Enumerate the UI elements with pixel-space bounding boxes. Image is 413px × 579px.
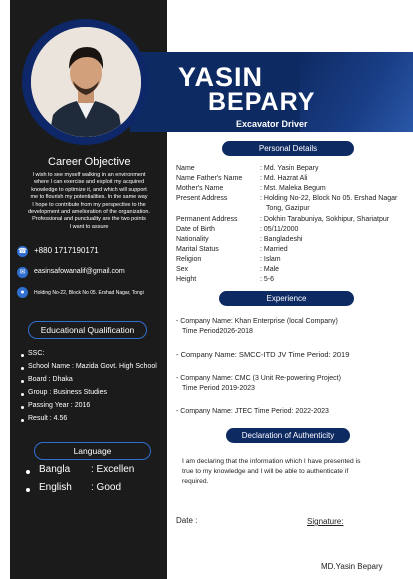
detail-value: : Bangladeshi xyxy=(260,236,303,243)
education-heading: Educational Qualification xyxy=(28,321,147,339)
detail-value: : Married xyxy=(260,246,288,253)
experience-item: - Company Name: CMC (3 Unit Re-powering Project) xyxy=(176,375,341,382)
job-title: Excavator Driver xyxy=(236,119,308,129)
bullet xyxy=(21,367,24,370)
career-line: where I can exercise and exploit my acquired xyxy=(33,179,145,186)
career-objective-heading: Career Objective xyxy=(48,156,131,168)
experience-period: Time Period2026-2018 xyxy=(182,328,253,335)
location-pin-icon: ● xyxy=(17,287,28,298)
detail-value: : Md. Yasin Bepary xyxy=(260,165,319,172)
experience-item: - Company Name: SMCC-ITD JV Time Period: 2019 xyxy=(176,350,350,359)
detail-value: Tong, Gazipur xyxy=(266,205,310,212)
detail-label: Marital Status xyxy=(176,246,219,253)
career-line: I want to assure xyxy=(69,223,109,230)
career-line: me to flourish my potentialities. In the same way xyxy=(30,194,148,201)
first-name: YASIN xyxy=(178,62,264,92)
detail-value: : Holding No-22, Block No 05. Ershad Nagar xyxy=(260,195,398,202)
career-line: Professional and punctuality are the two points xyxy=(32,216,146,223)
language-name: English xyxy=(39,482,72,493)
detail-label: Mother's Name xyxy=(176,185,224,192)
declaration-line: required. xyxy=(182,478,209,485)
detail-label: Name xyxy=(176,165,195,172)
declaration-line: true to my knowledge and I will be able to authenticate if xyxy=(182,468,349,475)
email-address: easinsafowanalif@gmail.com xyxy=(34,268,125,275)
date-label: Date : xyxy=(176,516,198,525)
experience-item: - Company Name: Khan Enterprise (local Company) xyxy=(176,318,338,325)
detail-value: : Male xyxy=(260,266,280,273)
education-item: Group : Business Studies xyxy=(28,389,107,396)
detail-label: Name Father's Name xyxy=(176,175,243,182)
declaration-heading: Declaration of Authenticity xyxy=(226,428,350,443)
detail-value: : Islam xyxy=(260,256,281,263)
mail-icon: ✉ xyxy=(17,267,28,278)
experience-heading: Experience xyxy=(219,291,354,306)
detail-label: Permanent Address xyxy=(176,216,238,223)
phone-icon: ☎ xyxy=(18,248,27,255)
detail-value: : Md. Hazrat Ali xyxy=(260,175,308,182)
detail-label: Present Address xyxy=(176,195,228,202)
person-avatar-icon xyxy=(31,27,141,137)
detail-label: Date of Birth xyxy=(176,226,215,233)
bullet xyxy=(21,354,24,357)
detail-label: Height xyxy=(176,276,197,283)
detail-label: Nationality xyxy=(176,236,209,243)
bullet xyxy=(26,470,30,474)
signer-name: MD.Yasin Bepary xyxy=(321,562,383,571)
language-level: : Excellen xyxy=(91,464,135,475)
education-item: Board : Dhaka xyxy=(28,376,73,383)
experience-item: - Company Name: JTEC Time Period: 2022-2023 xyxy=(176,408,329,415)
career-line: development and amelioration of the organization. xyxy=(28,209,150,216)
education-item: School Name : Mazida Govt. High School xyxy=(28,363,157,370)
detail-label: Sex xyxy=(176,266,189,273)
contact-address: Holding No-22, Block No 05. Ershad Nagar, Tongi xyxy=(34,290,144,296)
detail-label: Religion xyxy=(176,256,202,263)
profile-photo xyxy=(31,27,141,137)
career-line: I hope to contribute from my perspective to the xyxy=(32,201,146,208)
bullet xyxy=(21,406,24,409)
bullet xyxy=(21,419,24,422)
declaration-line: I am declaring that the information which I have presented is xyxy=(182,458,361,465)
bullet xyxy=(26,488,30,492)
detail-value: : 05/11/2000 xyxy=(260,226,299,233)
bullet xyxy=(21,393,24,396)
experience-period: Time Period 2019-2023 xyxy=(182,385,255,392)
detail-value: : Dokhin Tarabuniya, Sokhipur, Shariatpur xyxy=(260,216,390,223)
detail-value: : Mst. Maleka Begum xyxy=(260,185,326,192)
bullet xyxy=(21,380,24,383)
detail-value: : 5-6 xyxy=(260,276,275,283)
education-item: Passing Year : 2016 xyxy=(28,402,91,409)
language-name: Bangla xyxy=(39,464,71,475)
last-name: BEPARY xyxy=(208,88,316,116)
signature-label: Signature: xyxy=(307,517,344,526)
language-heading: Language xyxy=(34,442,151,460)
education-item: SSC: xyxy=(28,350,45,357)
personal-details-heading: Personal Details xyxy=(222,141,354,156)
education-item: Result : 4.56 xyxy=(28,415,68,422)
header-band-accent xyxy=(300,52,413,132)
language-level: : Good xyxy=(91,482,122,493)
career-objective-text xyxy=(14,172,164,231)
career-line: I wish to see myself walking in an environment xyxy=(32,172,146,178)
career-line: knowledge to optimize it, and which will support xyxy=(31,186,147,193)
phone-number: +880 1717190171 xyxy=(34,246,99,255)
